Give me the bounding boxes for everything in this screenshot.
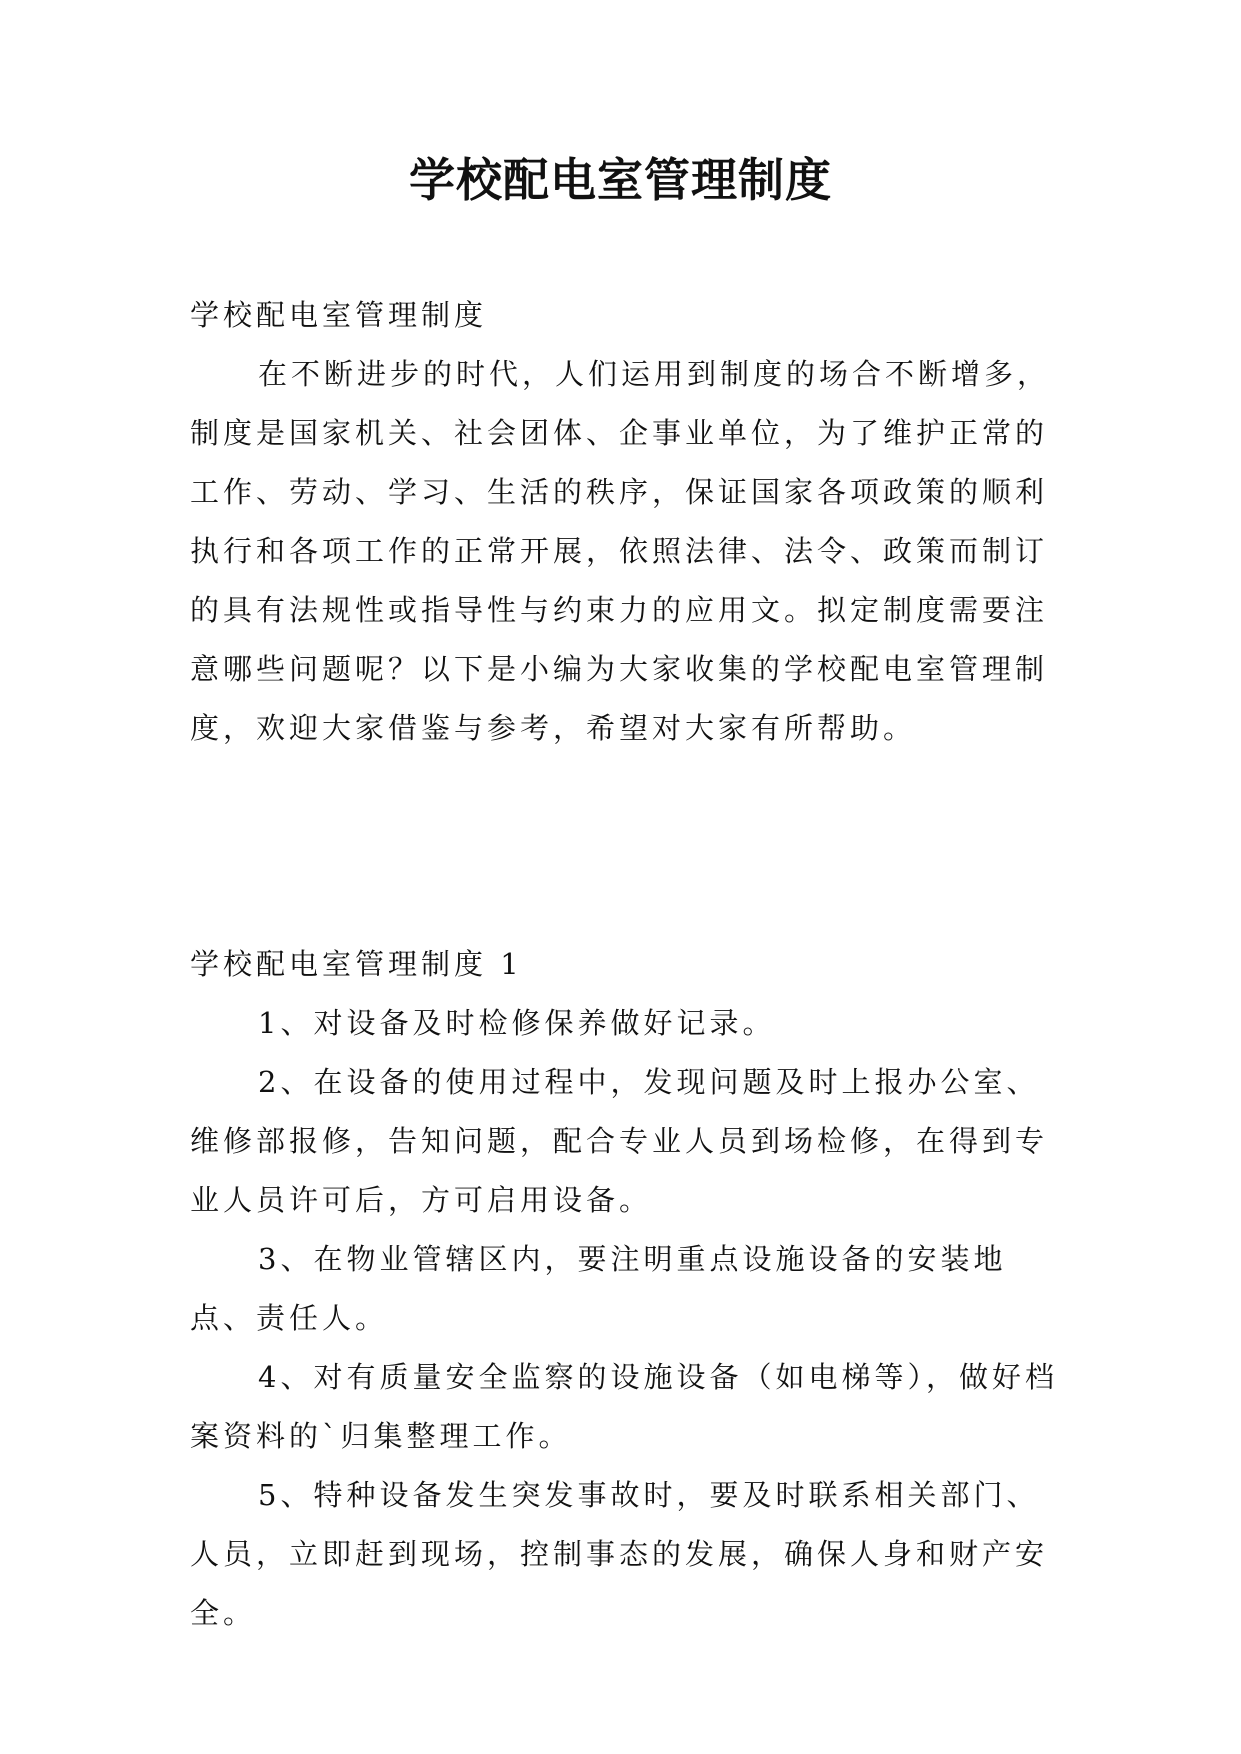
list-item: 2、在设备的使用过程中，发现问题及时上报办公室、维修部报修，告知问题，配合专业人员到场检修，在得到专业人员许可后，方可启用设备。 [190, 1065, 1049, 1217]
list-item: 1、对设备及时检修保养做好记录。 [258, 1006, 776, 1040]
document-title: 学校配电室管理制度 [409, 153, 832, 207]
document-body [190, 286, 1070, 1643]
intro-paragraph: 在不断进步的时代，人们运用到制度的场合不断增多，制度是国家机关、社会团体、企事业单位，为了维护正常的工作、劳动、学习、生活的秩序，保证国家各项政策的顺利执行和各项工作的正常开展，依照法律、法令、政策而制订的具有法规性或指导性与约束力的应用文。拟定制度需要注意哪些问题呢？以下是小编为大家收集的学校配电室管理制度，欢迎大家借鉴与参考，希望对大家有所帮助。 [190, 357, 1051, 745]
list-item: 5、特种设备发生突发事故时，要及时联系相关部门、人员，立即赶到现场，控制事态的发展，确保人身和财产安全。 [190, 1478, 1049, 1630]
section-heading: 学校配电室管理制度 1 [190, 947, 523, 981]
section-spacer [190, 758, 1070, 935]
list-item: 4、对有质量安全监察的设施设备（如电梯等），做好档案资料的`归集整理工作。 [190, 1360, 1058, 1453]
list-item: 3、在物业管辖区内，要注明重点设施设备的安装地点、责任人。 [190, 1242, 1007, 1335]
document-subtitle: 学校配电室管理制度 [190, 298, 488, 332]
